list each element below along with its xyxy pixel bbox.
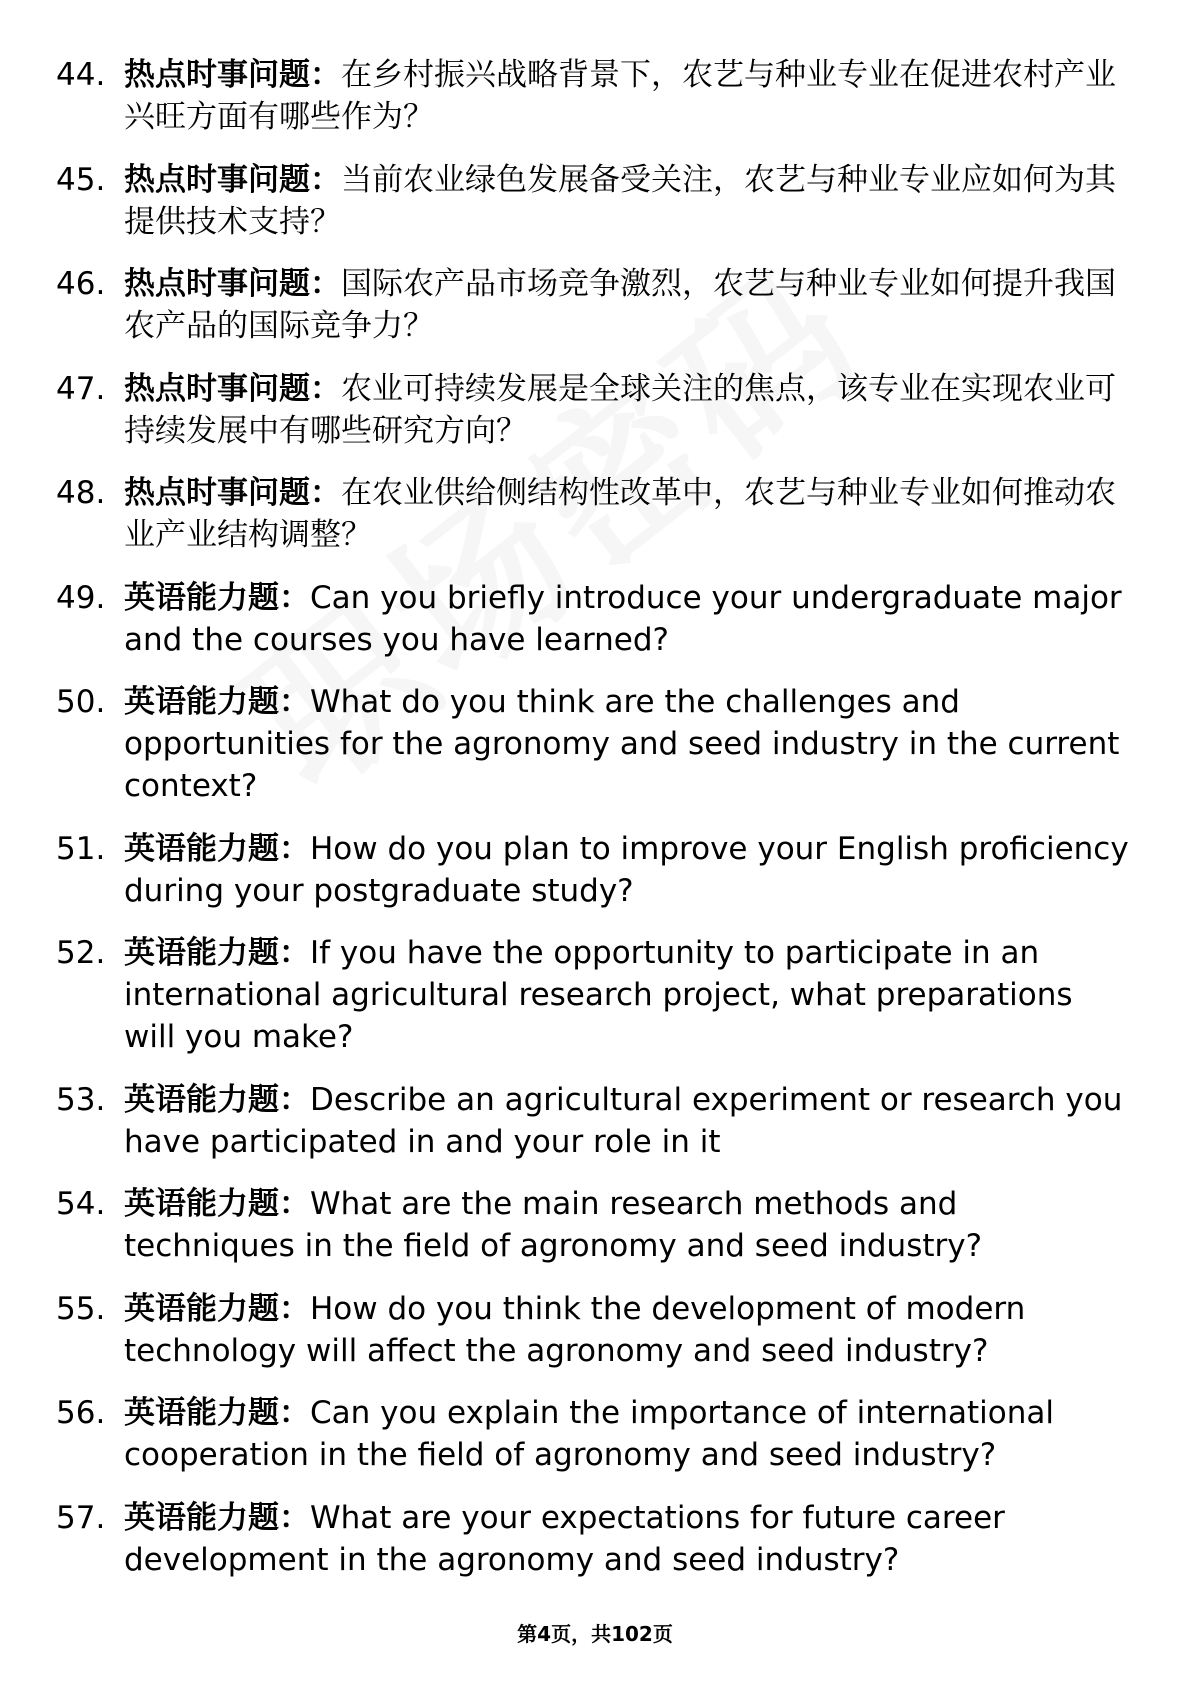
question-category: 英语能力题： [124, 935, 310, 971]
question-category: 英语能力题： [124, 579, 310, 616]
question-text: 农业可持续发展是全球关注的焦点，该专业在实现农业可持续发展中有哪些研究方向？ [124, 370, 1116, 449]
question-item [0, 1392, 1190, 1476]
question-text: What are your expectations for future career development in the agronomy and seed industry? [124, 1499, 1005, 1578]
question-number: 53. [56, 1081, 106, 1118]
question-text: Can you explain the importance of international cooperation in the field of agronomy and seed industry? [124, 1395, 1054, 1473]
question-text: 在乡村振兴战略背景下，农艺与种业专业在促进农村产业兴旺方面有哪些作为？ [124, 57, 1116, 135]
question-text: 当前农业绿色发展备受关注，农艺与种业专业应如何为其提供技术支持？ [124, 161, 1116, 240]
page-footer: 第4页，共102页 [517, 1622, 673, 1646]
question-item [0, 472, 1190, 556]
question-item [0, 263, 1190, 347]
question-item [0, 159, 1190, 243]
question-category: 热点时事问题： [124, 475, 341, 511]
question-category: 英语能力题： [124, 1395, 310, 1431]
question-text: Can you briefly introduce your undergraduate major and the courses you have learned? [124, 579, 1122, 658]
question-category: 热点时事问题： [124, 370, 341, 407]
question-number: 57. [56, 1499, 106, 1536]
question-category: 英语能力题： [124, 1186, 310, 1222]
question-category: 热点时事问题： [124, 57, 341, 93]
question-list [0, 54, 1190, 1601]
question-text: 在农业供给侧结构性改革中，农艺与种业专业如何推动农业产业结构调整？ [124, 475, 1116, 553]
question-item [0, 368, 1190, 452]
question-number: 45. [56, 161, 106, 198]
question-item [0, 54, 1190, 138]
question-text: How do you plan to improve your English proficiency during your postgraduate study? [124, 830, 1129, 909]
question-category: 英语能力题： [124, 684, 310, 720]
question-number: 49. [56, 579, 106, 616]
question-category: 英语能力题： [124, 830, 310, 867]
question-number: 50. [56, 684, 106, 720]
question-number: 52. [56, 935, 106, 971]
question-text: Describe an agricultural experiment or research you have participated in and your role in it [124, 1081, 1123, 1160]
question-text: How do you think the development of modern technology will affect the agronomy and seed industry? [124, 1290, 1026, 1369]
question-item [0, 1079, 1190, 1163]
question-number: 55. [56, 1290, 106, 1327]
question-item [0, 932, 1190, 1058]
question-text: What are the main research methods and techniques in the field of agronomy and seed industry? [124, 1186, 983, 1264]
question-item [0, 1183, 1190, 1267]
question-item [0, 681, 1190, 807]
question-number: 47. [56, 370, 106, 407]
question-number: 44. [56, 57, 106, 93]
question-text: 国际农产品市场竞争激烈，农艺与种业专业如何提升我国农产品的国际竞争力？ [124, 266, 1116, 344]
question-number: 46. [56, 266, 106, 302]
question-number: 48. [56, 475, 106, 511]
question-number: 51. [56, 830, 106, 867]
question-item [0, 577, 1190, 661]
question-category: 热点时事问题： [124, 266, 341, 302]
question-category: 英语能力题： [124, 1290, 310, 1327]
question-text: What do you think are the challenges and opportunities for the agronomy and seed industry in the current context? [124, 684, 1120, 804]
question-number: 56. [56, 1395, 106, 1431]
question-category: 英语能力题： [124, 1081, 310, 1118]
question-category: 热点时事问题： [124, 161, 341, 198]
question-category: 英语能力题： [124, 1499, 310, 1536]
question-text: If you have the opportunity to participate in an international agricultural research project, what preparations will you make? [124, 935, 1073, 1055]
question-item [0, 828, 1190, 912]
question-item [0, 1288, 1190, 1372]
question-number: 54. [56, 1186, 106, 1222]
question-item [0, 1497, 1190, 1581]
